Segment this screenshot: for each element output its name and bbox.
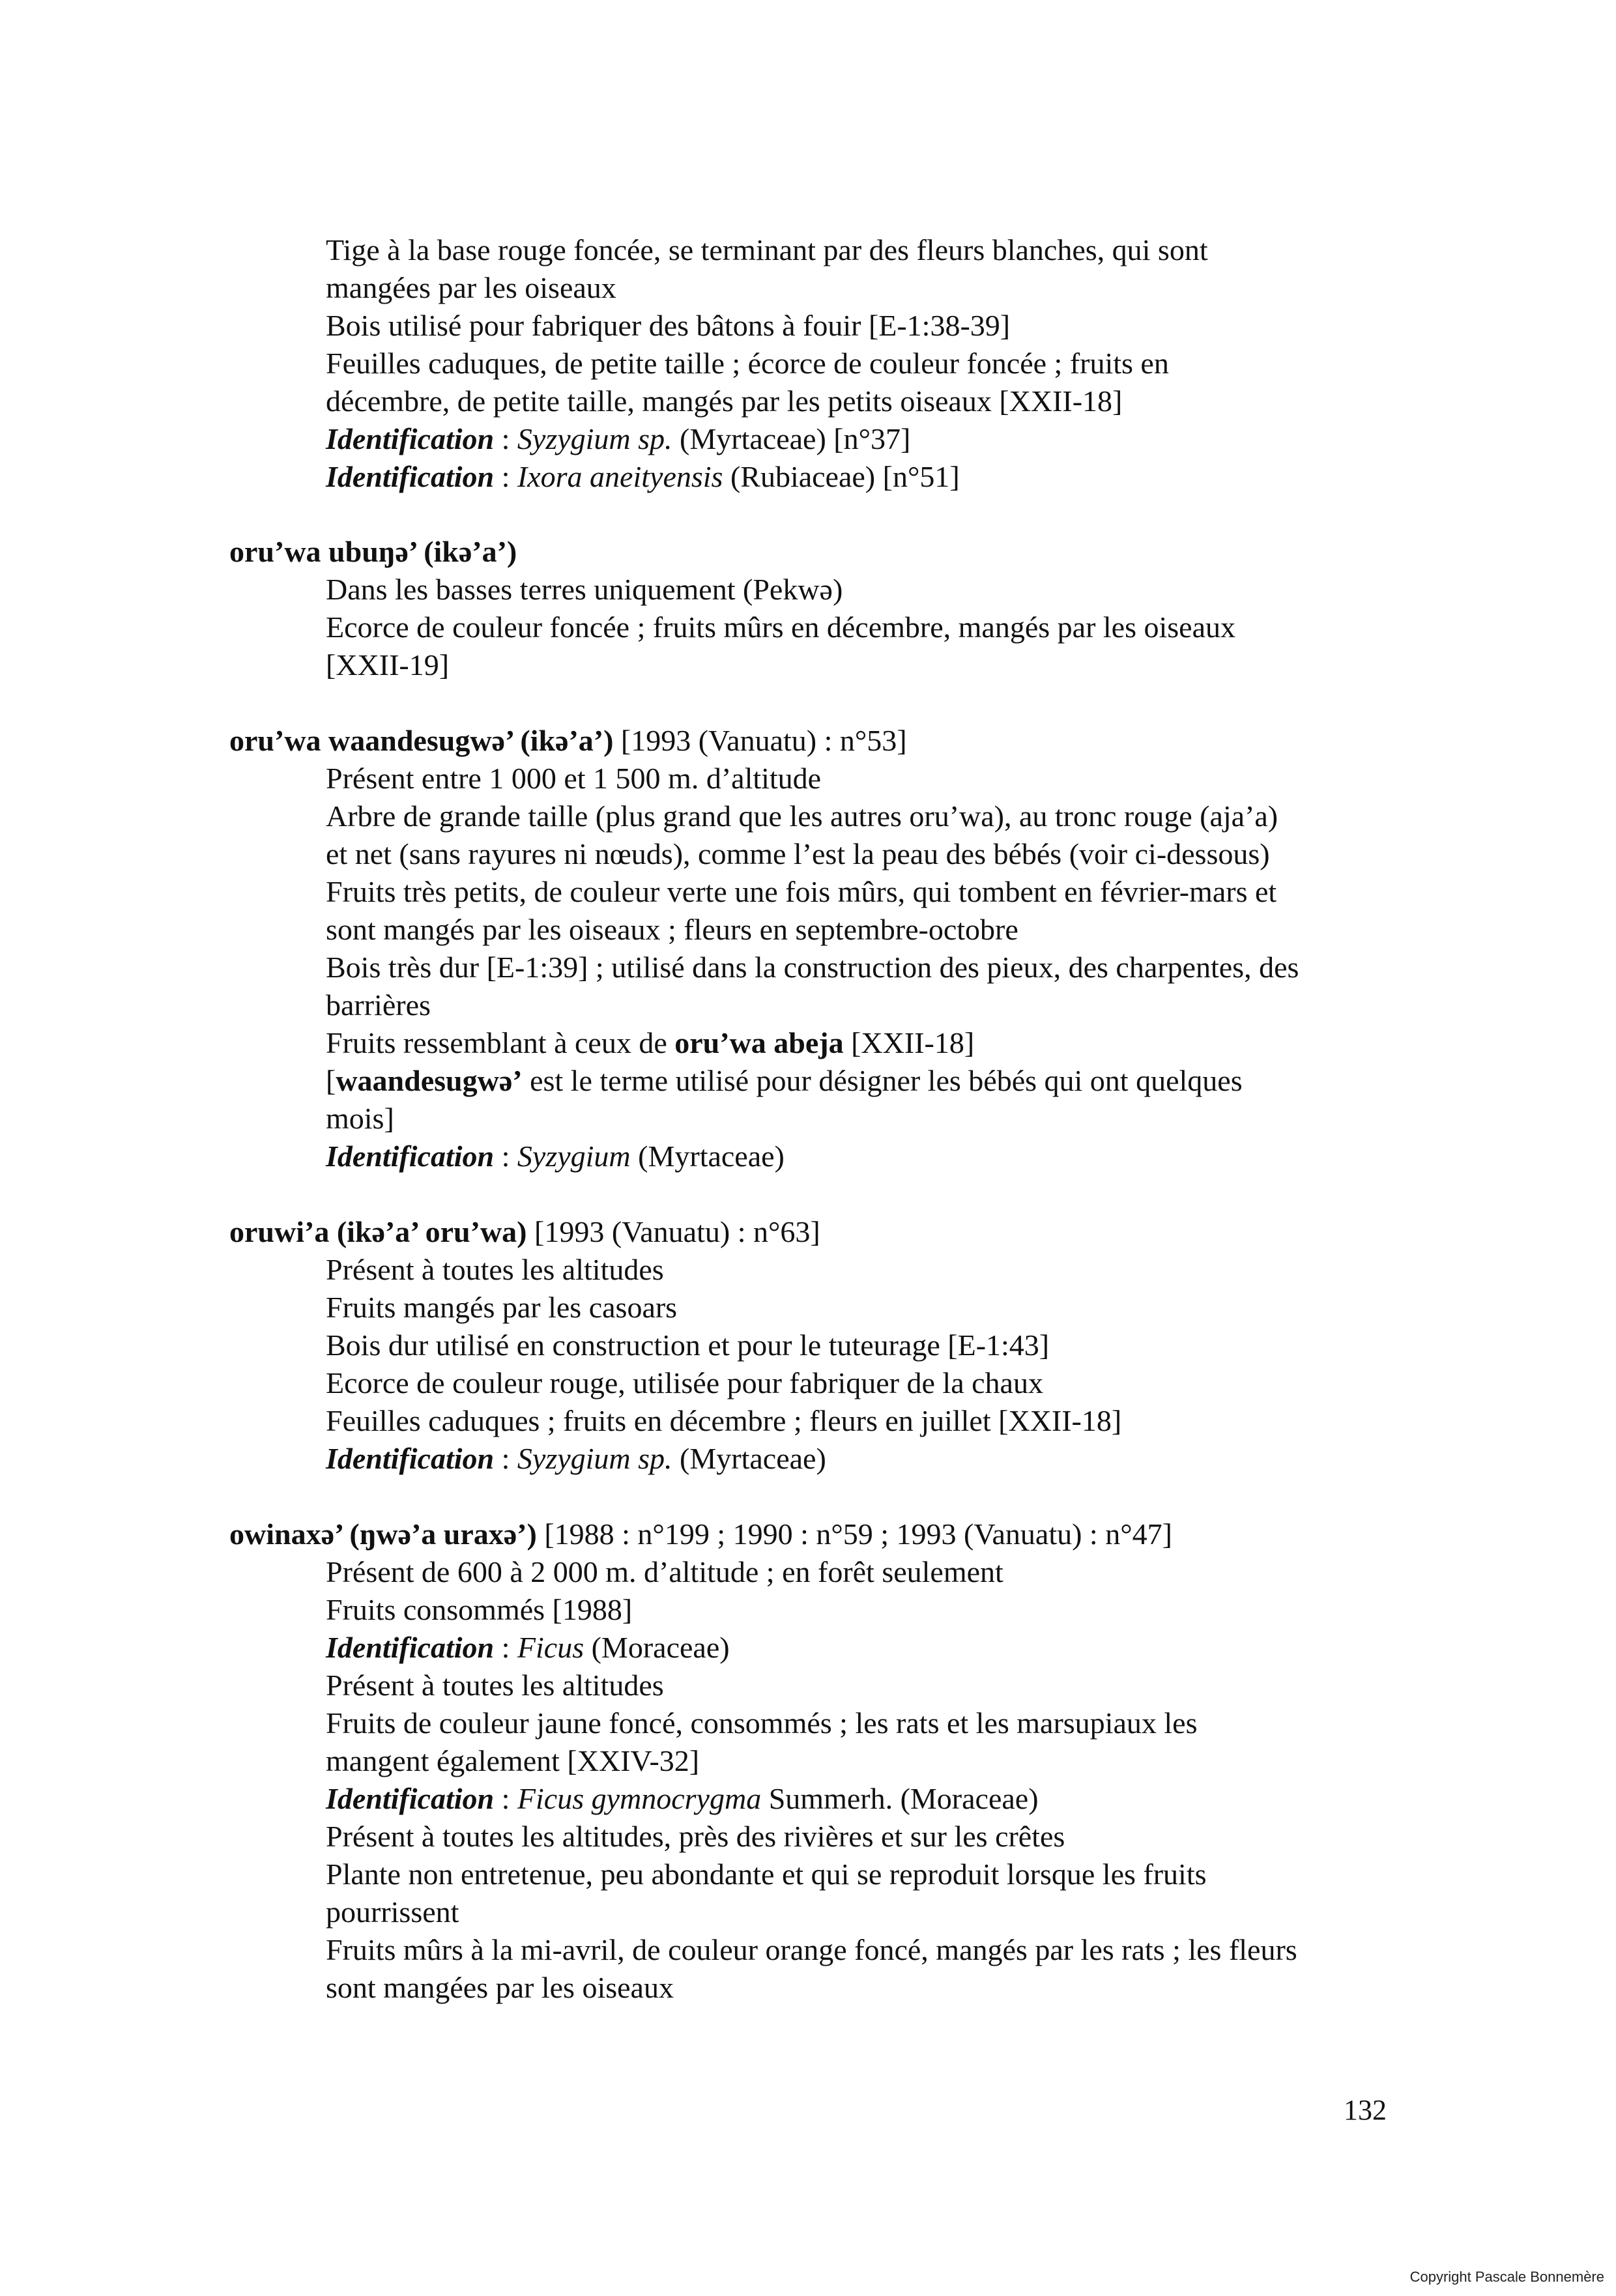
body-line: décembre, de petite taille, mangés par les petits oiseaux [XXII-18]: [326, 384, 1123, 418]
body-line: Bois très dur [E-1:39] ; utilisé dans la construction des pieux, des charpentes, des: [326, 951, 1299, 984]
body-line: barrières: [326, 988, 431, 1022]
identification-label: Identification: [326, 1140, 495, 1173]
entry-headword: owinaxə’ (ŋwə’a uraxə’) [1988 : n°199 ; 1990 : n°59 ; 1993 (Vanuatu) : n°47]: [229, 1517, 1172, 1551]
body-line: Plante non entretenue, peu abondante et qui se reproduit lorsque les fruits: [326, 1858, 1207, 1891]
page-number: 132: [1344, 2094, 1387, 2126]
body-line: Fruits très petits, de couleur verte une fois mûrs, qui tombent en février-mars et: [326, 875, 1277, 908]
body-line: Fruits mûrs à la mi-avril, de couleur orange foncé, mangés par les rats ; les fleurs: [326, 1933, 1297, 1966]
taxon-name: Syzygium sp.: [517, 1442, 672, 1475]
identification-label: Identification: [326, 460, 495, 493]
body-line: Arbre de grande taille (plus grand que les autres oru’wa), au tronc rouge (aja’a): [326, 799, 1278, 833]
body-line: Fruits mangés par les casoars: [326, 1291, 678, 1324]
body-line: Fruits ressemblant à ceux de oru’wa abeja [XXII-18]: [326, 1026, 975, 1059]
identification-line: Identification : Ixora aneityensis (Rubiaceae) [n°51]: [326, 460, 960, 493]
identification-label: Identification: [326, 1782, 495, 1815]
identification-line: Identification : Syzygium sp. (Myrtaceae) [n°37]: [326, 422, 911, 455]
body-line: Présent entre 1 000 et 1 500 m. d’altitude: [326, 762, 822, 795]
body-line: [waandesugwə’ est le terme utilisé pour désigner les bébés qui ont quelques: [326, 1064, 1243, 1097]
body-line: Présent à toutes les altitudes: [326, 1253, 664, 1286]
identification-label: Identification: [326, 1442, 495, 1475]
taxon-name: Ficus: [517, 1631, 584, 1664]
body-line: Tige à la base rouge foncée, se terminant par des fleurs blanches, qui sont: [326, 233, 1208, 266]
entry-reference: [1993 (Vanuatu) : n°63]: [527, 1215, 820, 1248]
identification-line: Identification : Ficus (Moraceae): [326, 1631, 730, 1664]
identification-line: Identification : Ficus gymnocrygma Summerh. (Moraceae): [326, 1782, 1039, 1815]
body-line: pourrissent: [326, 1895, 459, 1929]
entry-reference: [1993 (Vanuatu) : n°53]: [613, 724, 907, 757]
body-line: mois]: [326, 1102, 394, 1135]
body-line: Présent à toutes les altitudes, près des rivières et sur les crêtes: [326, 1820, 1065, 1853]
identification-line: Identification : Syzygium sp. (Myrtaceae): [326, 1442, 826, 1475]
body-line: mangées par les oiseaux: [326, 271, 616, 304]
body-line: Ecorce de couleur rouge, utilisée pour fabriquer de la chaux: [326, 1366, 1043, 1399]
body-line: mangent également [XXIV-32]: [326, 1744, 700, 1777]
body-line: Fruits consommés [1988]: [326, 1593, 633, 1626]
body-line: Dans les basses terres uniquement (Pekwə): [326, 573, 843, 606]
identification-label: Identification: [326, 1631, 495, 1664]
body-line: et net (sans rayures ni nœuds), comme l’est la peau des bébés (voir ci-dessous): [326, 837, 1270, 870]
taxon-name: Syzygium: [517, 1140, 631, 1173]
copyright-notice: Copyright Pascale Bonnemère: [1409, 2269, 1604, 2285]
body-line: [XXII-19]: [326, 648, 450, 682]
entry-headword: oru’wa waandesugwə’ (ikə’a’) [1993 (Vanuatu) : n°53]: [229, 724, 907, 757]
taxon-name: Ficus gymnocrygma: [517, 1782, 762, 1815]
taxon-name: Ixora aneityensis: [517, 460, 723, 493]
body-line: Feuilles caduques ; fruits en décembre ; fleurs en juillet [XXII-18]: [326, 1404, 1122, 1437]
body-line: Présent de 600 à 2 000 m. d’altitude ; en forêt seulement: [326, 1555, 1003, 1588]
body-line: sont mangées par les oiseaux: [326, 1971, 674, 2004]
identification-line: Identification : Syzygium (Myrtaceae): [326, 1140, 785, 1173]
entry-headword: oruwi’a (ikə’a’ oru’wa) [1993 (Vanuatu) : n°63]: [229, 1215, 820, 1248]
body-line: Ecorce de couleur foncée ; fruits mûrs en décembre, mangés par les oiseaux: [326, 610, 1236, 644]
body-line: Bois utilisé pour fabriquer des bâtons à fouir [E-1:38-39]: [326, 309, 1011, 342]
entry-headword: oru’wa ubuŋə’ (ikə’a’): [229, 535, 517, 568]
body-line: sont mangés par les oiseaux ; fleurs en septembre-octobre: [326, 913, 1018, 946]
taxon-name: Syzygium sp.: [517, 422, 672, 455]
body-line: Bois dur utilisé en construction et pour le tuteurage [E-1:43]: [326, 1328, 1050, 1362]
identification-label: Identification: [326, 422, 495, 455]
body-line: Feuilles caduques, de petite taille ; écorce de couleur foncée ; fruits en: [326, 347, 1169, 380]
entry-reference: [1988 : n°199 ; 1990 : n°59 ; 1993 (Vanuatu) : n°47]: [536, 1517, 1172, 1551]
body-line: Présent à toutes les altitudes: [326, 1669, 664, 1702]
body-line: Fruits de couleur jaune foncé, consommés ; les rats et les marsupiaux les: [326, 1706, 1198, 1740]
